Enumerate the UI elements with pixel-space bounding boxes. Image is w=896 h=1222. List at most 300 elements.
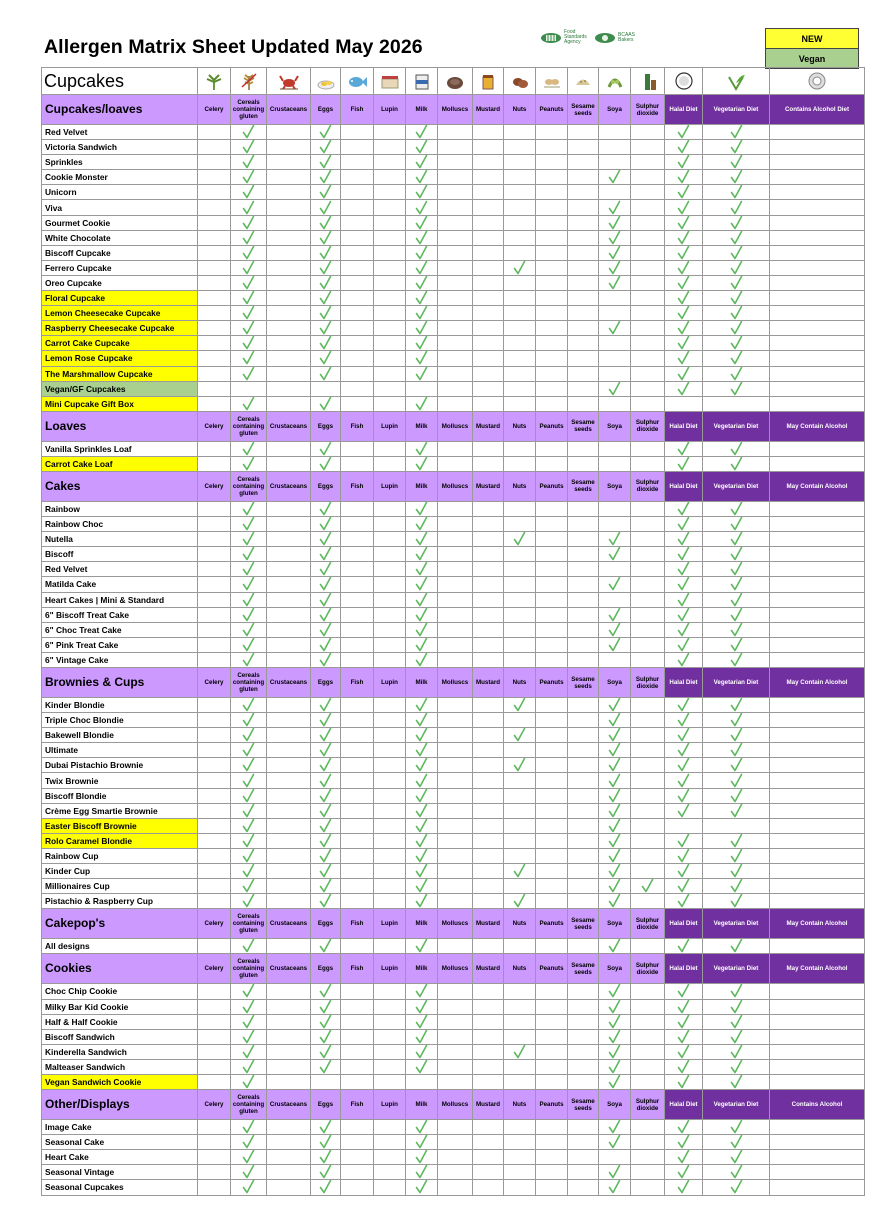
allergen-cell xyxy=(703,984,770,999)
allergen-cell xyxy=(770,999,865,1014)
allergen-cell xyxy=(438,818,473,833)
allergen-cell xyxy=(473,215,504,230)
allergen-cell xyxy=(341,351,374,366)
allergen-cell xyxy=(599,1180,631,1195)
allergen-cell xyxy=(473,1165,504,1180)
check-mark-icon xyxy=(730,185,743,200)
check-mark-icon xyxy=(415,336,428,351)
allergen-cell xyxy=(406,547,438,562)
allergen-cell xyxy=(231,1059,267,1074)
table-row xyxy=(42,306,865,321)
allergen-cell xyxy=(311,517,341,532)
allergen-cell xyxy=(770,396,865,411)
allergen-cell xyxy=(311,547,341,562)
allergen-cell xyxy=(536,833,568,848)
allergen-cell xyxy=(665,879,703,894)
allergen-cell xyxy=(438,1029,473,1044)
allergen-cell xyxy=(504,1120,536,1135)
allergen-cell xyxy=(311,894,341,909)
allergen-cell xyxy=(374,501,406,516)
check-mark-icon xyxy=(415,230,428,245)
section-title: Cupcakes/loaves xyxy=(42,95,198,125)
check-mark-icon xyxy=(242,1120,255,1135)
column-header: Sulphur dioxide xyxy=(631,471,665,501)
allergen-cell xyxy=(267,396,311,411)
column-header: Vegetarian Diet xyxy=(703,668,770,698)
header-icon-cell xyxy=(438,68,473,95)
check-mark-icon xyxy=(415,743,428,758)
allergen-cell xyxy=(231,562,267,577)
allergen-cell xyxy=(406,381,438,396)
check-mark-icon xyxy=(242,366,255,381)
allergen-cell xyxy=(568,1150,599,1165)
check-mark-icon xyxy=(608,999,621,1014)
allergen-cell xyxy=(504,381,536,396)
allergen-cell xyxy=(438,803,473,818)
product-name: Bakewell Blondie xyxy=(42,728,198,743)
allergen-cell xyxy=(536,517,568,532)
column-header: Crustaceans xyxy=(267,954,311,984)
check-mark-icon xyxy=(415,366,428,381)
allergen-cell xyxy=(341,713,374,728)
allergen-cell xyxy=(599,698,631,713)
table-row xyxy=(42,592,865,607)
allergen-cell xyxy=(504,155,536,170)
column-header: Lupin xyxy=(374,1090,406,1120)
allergen-cell xyxy=(665,321,703,336)
allergen-cell xyxy=(198,728,231,743)
allergen-cell xyxy=(568,818,599,833)
allergen-cell xyxy=(311,622,341,637)
column-header: Peanuts xyxy=(536,95,568,125)
check-mark-icon xyxy=(730,848,743,863)
allergen-cell xyxy=(374,999,406,1014)
allergen-cell xyxy=(504,879,536,894)
allergen-cell xyxy=(473,939,504,954)
allergen-cell xyxy=(631,848,665,863)
allergen-cell xyxy=(536,215,568,230)
allergen-cell xyxy=(703,215,770,230)
allergen-cell xyxy=(770,230,865,245)
allergen-cell xyxy=(770,381,865,396)
allergen-cell xyxy=(406,125,438,140)
sulphur-dioxide-icon xyxy=(637,71,659,91)
check-mark-icon xyxy=(319,743,332,758)
allergen-cell xyxy=(406,999,438,1014)
allergen-cell xyxy=(311,743,341,758)
column-header: Eggs xyxy=(311,95,341,125)
allergen-cell xyxy=(631,743,665,758)
product-name: Rainbow xyxy=(42,501,198,516)
bcaas-logo xyxy=(594,32,644,44)
allergen-cell xyxy=(536,743,568,758)
check-mark-icon xyxy=(677,200,690,215)
allergen-cell xyxy=(438,230,473,245)
allergen-cell xyxy=(703,788,770,803)
column-header: Eggs xyxy=(311,954,341,984)
table-row xyxy=(42,984,865,999)
check-mark-icon xyxy=(415,351,428,366)
check-mark-icon xyxy=(730,713,743,728)
allergen-cell xyxy=(198,351,231,366)
allergen-cell xyxy=(231,848,267,863)
column-header: Vegetarian Diet xyxy=(703,471,770,501)
allergen-cell xyxy=(665,803,703,818)
product-name: Lemon Rose Cupcake xyxy=(42,351,198,366)
allergen-cell xyxy=(536,894,568,909)
allergen-cell xyxy=(231,864,267,879)
allergen-cell xyxy=(198,1180,231,1195)
allergen-cell xyxy=(473,818,504,833)
allergen-cell xyxy=(504,622,536,637)
check-mark-icon xyxy=(415,200,428,215)
check-mark-icon xyxy=(319,140,332,155)
check-mark-icon xyxy=(242,291,255,306)
allergen-cell xyxy=(568,562,599,577)
allergen-cell xyxy=(374,607,406,622)
check-mark-icon xyxy=(677,1014,690,1029)
allergen-cell xyxy=(198,879,231,894)
check-mark-icon xyxy=(730,1120,743,1135)
allergen-cell xyxy=(198,215,231,230)
allergen-cell xyxy=(473,336,504,351)
column-header: Milk xyxy=(406,471,438,501)
allergen-cell xyxy=(599,939,631,954)
allergen-cell xyxy=(231,999,267,1014)
allergen-cell xyxy=(374,864,406,879)
allergen-cell xyxy=(473,833,504,848)
check-mark-icon xyxy=(242,321,255,336)
allergen-cell xyxy=(267,1120,311,1135)
table-row xyxy=(42,1044,865,1059)
column-header: Molluscs xyxy=(438,909,473,939)
check-mark-icon xyxy=(608,275,621,290)
product-name: Crème Egg Smartie Brownie xyxy=(42,803,198,818)
legend-vegan: Vegan xyxy=(765,49,859,69)
allergen-cell xyxy=(536,1044,568,1059)
check-mark-icon xyxy=(608,532,621,547)
column-header: Molluscs xyxy=(438,411,473,441)
allergen-cell xyxy=(438,894,473,909)
allergen-cell xyxy=(311,185,341,200)
product-name: Easter Biscoff Brownie xyxy=(42,818,198,833)
check-mark-icon xyxy=(319,1014,332,1029)
allergen-cell xyxy=(473,1044,504,1059)
allergen-cell xyxy=(406,140,438,155)
check-mark-icon xyxy=(242,698,255,713)
allergen-cell xyxy=(406,894,438,909)
table-row xyxy=(42,547,865,562)
allergen-cell xyxy=(568,728,599,743)
check-mark-icon xyxy=(730,321,743,336)
allergen-cell xyxy=(231,728,267,743)
allergen-cell xyxy=(504,185,536,200)
check-mark-icon xyxy=(730,501,743,516)
allergen-cell xyxy=(568,1044,599,1059)
product-name: Millionaires Cup xyxy=(42,879,198,894)
allergen-cell xyxy=(374,275,406,290)
column-header: Sulphur dioxide xyxy=(631,954,665,984)
allergen-cell xyxy=(770,1074,865,1089)
column-header: Fish xyxy=(341,1090,374,1120)
allergen-cell xyxy=(770,306,865,321)
header-icon-cell xyxy=(341,68,374,95)
allergen-cell xyxy=(438,728,473,743)
check-mark-icon xyxy=(415,1059,428,1074)
product-name: Rolo Caramel Blondie xyxy=(42,833,198,848)
allergen-cell xyxy=(599,818,631,833)
allergen-cell xyxy=(665,230,703,245)
allergen-cell xyxy=(438,999,473,1014)
allergen-cell xyxy=(536,577,568,592)
allergen-cell xyxy=(438,351,473,366)
allergen-cell xyxy=(665,336,703,351)
check-mark-icon xyxy=(319,864,332,879)
allergen-cell xyxy=(665,381,703,396)
allergen-cell xyxy=(703,1165,770,1180)
allergen-cell xyxy=(536,622,568,637)
check-mark-icon xyxy=(242,622,255,637)
allergen-cell xyxy=(231,532,267,547)
allergen-cell xyxy=(231,185,267,200)
check-mark-icon xyxy=(677,532,690,547)
column-header: Fish xyxy=(341,954,374,984)
allergen-cell xyxy=(599,140,631,155)
allergen-cell xyxy=(374,291,406,306)
allergen-cell xyxy=(198,984,231,999)
allergen-cell xyxy=(665,788,703,803)
allergen-cell xyxy=(374,185,406,200)
allergen-cell xyxy=(665,200,703,215)
check-mark-icon xyxy=(319,185,332,200)
allergen-cell xyxy=(568,1180,599,1195)
allergen-cell xyxy=(504,713,536,728)
section-header-row xyxy=(42,471,865,501)
allergen-cell xyxy=(703,758,770,773)
header-icon-cell xyxy=(311,68,341,95)
allergen-cell xyxy=(504,773,536,788)
check-mark-icon xyxy=(242,743,255,758)
column-header: Crustaceans xyxy=(267,411,311,441)
allergen-cell xyxy=(374,1180,406,1195)
allergen-cell xyxy=(231,607,267,622)
table-row xyxy=(42,622,865,637)
allergen-cell xyxy=(631,547,665,562)
allergen-cell xyxy=(665,501,703,516)
allergen-cell xyxy=(311,788,341,803)
allergen-cell xyxy=(665,351,703,366)
check-mark-icon xyxy=(242,637,255,652)
allergen-cell xyxy=(267,1029,311,1044)
allergen-cell xyxy=(703,652,770,667)
column-header: Vegetarian Diet xyxy=(703,95,770,125)
check-mark-icon xyxy=(242,230,255,245)
header-icon-cell xyxy=(703,68,770,95)
check-mark-icon xyxy=(242,155,255,170)
table-row xyxy=(42,758,865,773)
check-mark-icon xyxy=(513,758,526,773)
column-header: Eggs xyxy=(311,411,341,441)
check-mark-icon xyxy=(319,321,332,336)
allergen-cell xyxy=(341,1135,374,1150)
check-mark-icon xyxy=(730,230,743,245)
check-mark-icon xyxy=(319,366,332,381)
nuts-icon xyxy=(509,71,531,91)
allergen-cell xyxy=(703,291,770,306)
allergen-cell xyxy=(267,1165,311,1180)
check-mark-icon xyxy=(730,773,743,788)
allergen-cell xyxy=(536,637,568,652)
column-header: Cereals containing gluten xyxy=(231,954,267,984)
allergen-cell xyxy=(504,833,536,848)
allergen-cell xyxy=(568,336,599,351)
allergen-cell xyxy=(374,1044,406,1059)
check-mark-icon xyxy=(677,336,690,351)
allergen-cell xyxy=(198,577,231,592)
allergen-cell xyxy=(631,637,665,652)
allergen-cell xyxy=(311,652,341,667)
allergen-cell xyxy=(406,622,438,637)
column-header: Eggs xyxy=(311,668,341,698)
allergen-cell xyxy=(311,215,341,230)
check-mark-icon xyxy=(319,879,332,894)
product-name: Choc Chip Cookie xyxy=(42,984,198,999)
allergen-cell xyxy=(267,698,311,713)
allergen-cell xyxy=(374,818,406,833)
allergen-cell xyxy=(473,1120,504,1135)
allergen-cell xyxy=(665,366,703,381)
check-mark-icon xyxy=(415,155,428,170)
allergen-cell xyxy=(374,758,406,773)
allergen-cell xyxy=(406,517,438,532)
allergen-cell xyxy=(311,728,341,743)
allergen-cell xyxy=(438,939,473,954)
allergen-cell xyxy=(665,185,703,200)
check-mark-icon xyxy=(242,1029,255,1044)
check-mark-icon xyxy=(415,291,428,306)
allergen-cell xyxy=(406,275,438,290)
allergen-cell xyxy=(267,864,311,879)
check-mark-icon xyxy=(608,1029,621,1044)
allergen-cell xyxy=(703,366,770,381)
allergen-cell xyxy=(770,818,865,833)
allergen-cell xyxy=(198,939,231,954)
allergen-cell xyxy=(631,818,665,833)
allergen-cell xyxy=(311,592,341,607)
allergen-cell xyxy=(631,607,665,622)
check-mark-icon xyxy=(677,1180,690,1195)
product-name: Milky Bar Kid Cookie xyxy=(42,999,198,1014)
allergen-cell xyxy=(473,125,504,140)
column-header: Vegetarian Diet xyxy=(703,1090,770,1120)
allergen-cell xyxy=(438,260,473,275)
allergen-cell xyxy=(231,547,267,562)
allergen-cell xyxy=(374,1165,406,1180)
product-name: Unicorn xyxy=(42,185,198,200)
allergen-cell xyxy=(473,592,504,607)
allergen-cell xyxy=(406,396,438,411)
allergen-cell xyxy=(231,381,267,396)
allergen-cell xyxy=(536,728,568,743)
allergen-cell xyxy=(770,441,865,456)
check-mark-icon xyxy=(319,1044,332,1059)
check-mark-icon xyxy=(415,713,428,728)
check-mark-icon xyxy=(319,652,332,667)
allergen-cell xyxy=(703,185,770,200)
egg-icon xyxy=(315,71,337,91)
allergen-cell xyxy=(703,607,770,622)
allergen-cell xyxy=(770,713,865,728)
column-header: Cereals containing gluten xyxy=(231,909,267,939)
allergen-cell xyxy=(665,864,703,879)
table-row xyxy=(42,215,865,230)
allergen-cell xyxy=(599,713,631,728)
column-header: Soya xyxy=(599,954,631,984)
allergen-cell xyxy=(341,170,374,185)
check-mark-icon xyxy=(730,170,743,185)
allergen-cell xyxy=(473,306,504,321)
allergen-cell xyxy=(504,245,536,260)
table-row xyxy=(42,456,865,471)
allergen-cell xyxy=(438,200,473,215)
check-mark-icon xyxy=(677,864,690,879)
check-mark-icon xyxy=(677,607,690,622)
check-mark-icon xyxy=(677,125,690,140)
check-mark-icon xyxy=(242,864,255,879)
check-mark-icon xyxy=(242,532,255,547)
check-mark-icon xyxy=(513,1044,526,1059)
allergen-cell xyxy=(267,291,311,306)
allergen-cell xyxy=(665,999,703,1014)
allergen-cell xyxy=(473,230,504,245)
allergen-cell xyxy=(438,1135,473,1150)
check-mark-icon xyxy=(319,637,332,652)
check-mark-icon xyxy=(608,698,621,713)
column-header: Mustard xyxy=(473,954,504,984)
allergen-cell xyxy=(631,833,665,848)
column-header: Milk xyxy=(406,668,438,698)
allergen-cell xyxy=(374,321,406,336)
allergen-cell xyxy=(438,366,473,381)
check-mark-icon xyxy=(242,607,255,622)
allergen-cell xyxy=(703,637,770,652)
column-header: Molluscs xyxy=(438,668,473,698)
allergen-cell xyxy=(504,260,536,275)
section-header-row xyxy=(42,668,865,698)
check-mark-icon xyxy=(415,592,428,607)
allergen-cell xyxy=(703,336,770,351)
allergen-cell xyxy=(703,1150,770,1165)
allergen-cell xyxy=(665,698,703,713)
allergen-cell xyxy=(231,456,267,471)
check-mark-icon xyxy=(608,1074,621,1089)
check-mark-icon xyxy=(677,291,690,306)
column-header: Crustaceans xyxy=(267,1090,311,1120)
check-mark-icon xyxy=(242,200,255,215)
table-row xyxy=(42,818,865,833)
allergen-cell xyxy=(267,200,311,215)
allergen-cell xyxy=(504,1165,536,1180)
allergen-cell xyxy=(568,291,599,306)
allergen-cell xyxy=(599,758,631,773)
allergen-cell xyxy=(231,140,267,155)
allergen-cell xyxy=(438,652,473,667)
allergen-cell xyxy=(568,848,599,863)
check-mark-icon xyxy=(415,170,428,185)
allergen-cell xyxy=(473,637,504,652)
allergen-cell xyxy=(231,1029,267,1044)
allergen-cell xyxy=(473,532,504,547)
